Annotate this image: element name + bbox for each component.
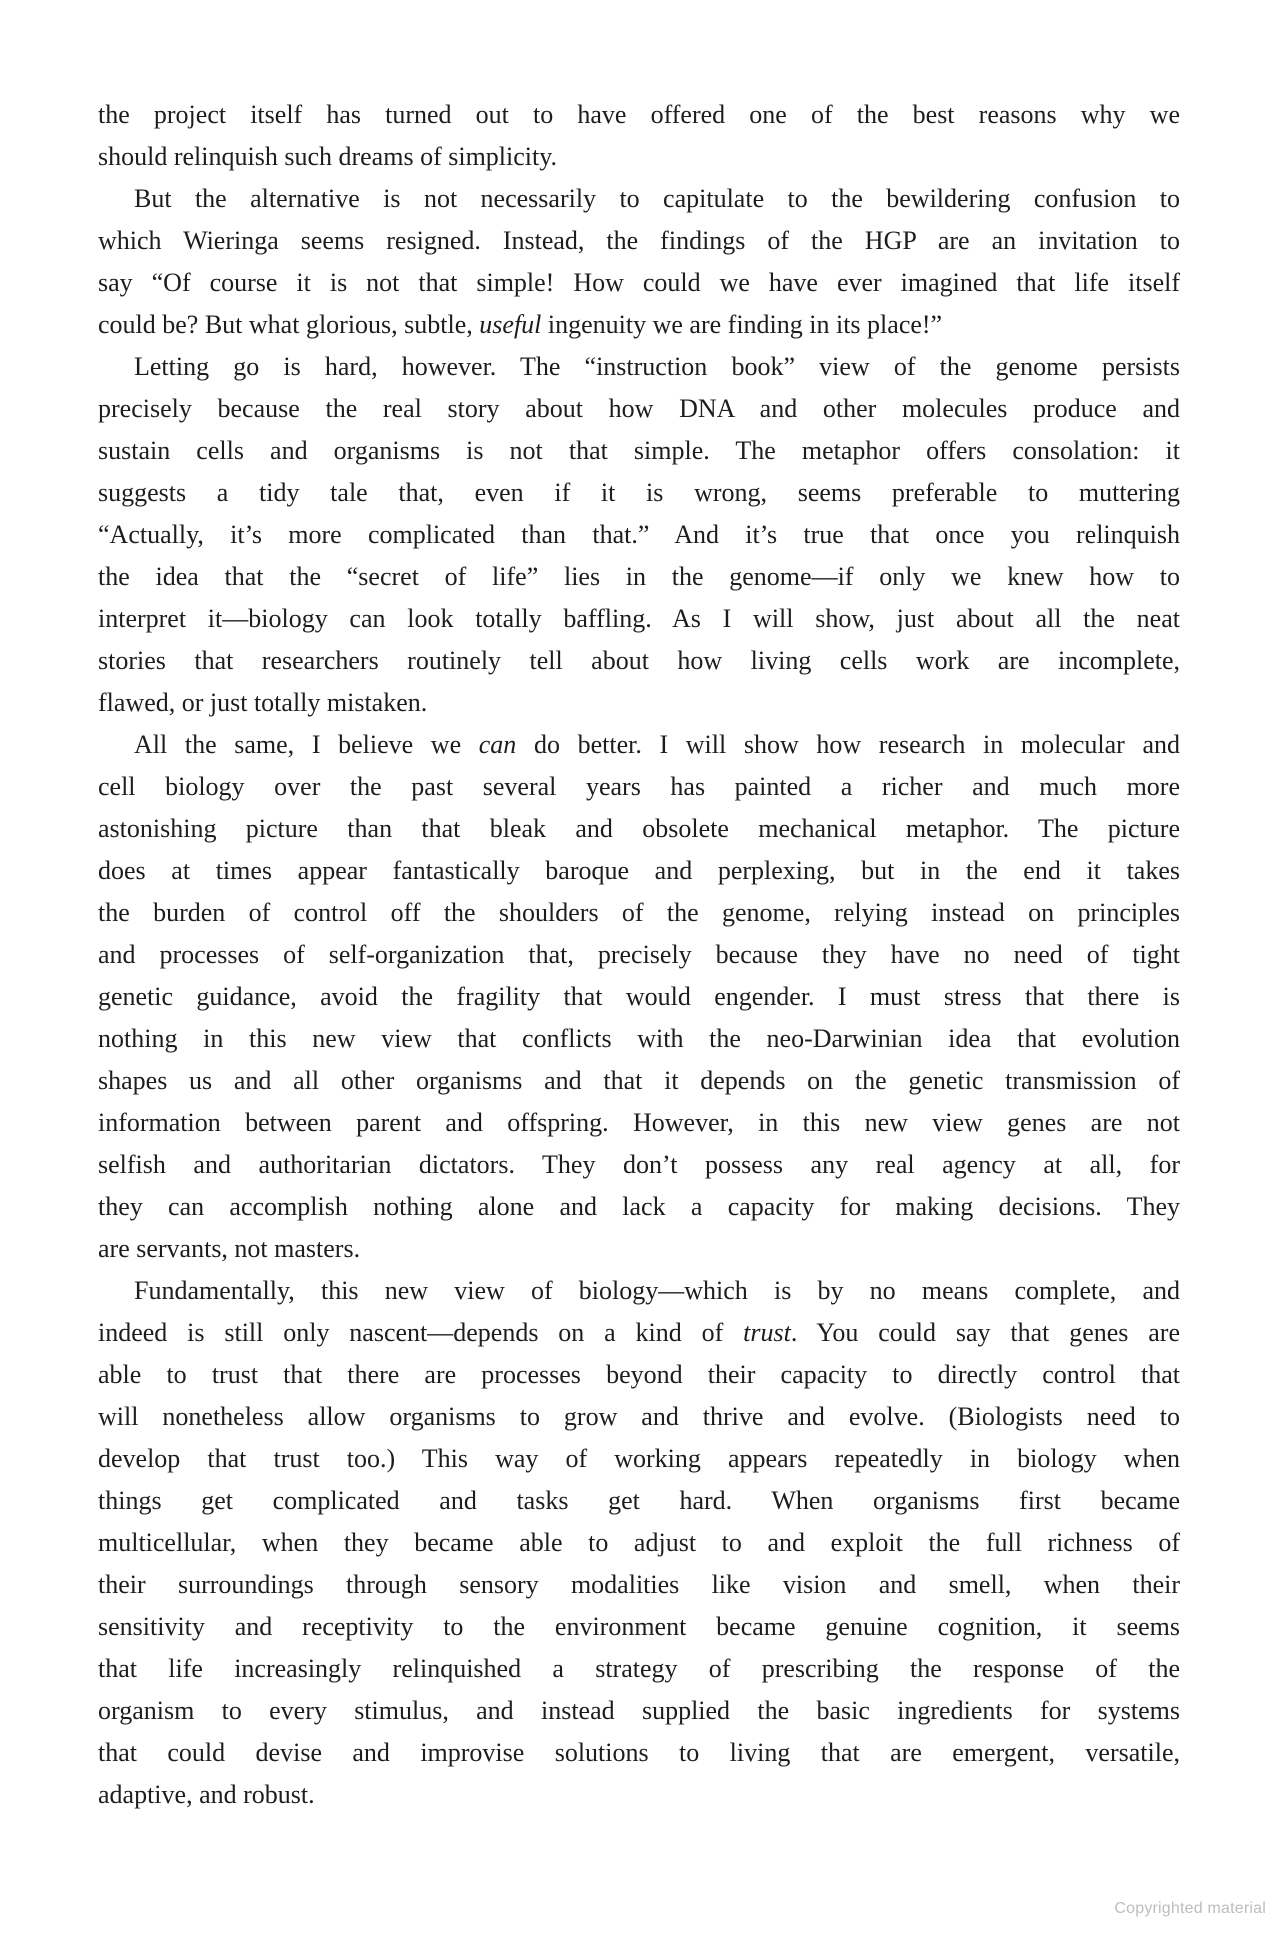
text-line: But the alternative is not necessarily to capitulate to the bewildering confusion to: [134, 184, 1180, 213]
text-line: develop that trust too.) This way of working appears repeatedly in biology when: [98, 1444, 1180, 1473]
text-line: Letting go is hard, however. The “instruction book” view of the genome persists: [134, 352, 1180, 381]
paragraph: [98, 1270, 1180, 1816]
text-line: which Wieringa seems resigned. Instead, the findings of the HGP are an invitation to: [98, 226, 1180, 255]
text-line: flawed, or just totally mistaken.: [98, 688, 428, 717]
text-line: adaptive, and robust.: [98, 1780, 315, 1809]
text-line: selfish and authoritarian dictators. They don’t possess any real agency at all, for: [98, 1150, 1180, 1179]
text-line: sensitivity and receptivity to the environment became genuine cognition, it seems: [98, 1612, 1180, 1641]
page-text: [98, 94, 1180, 1816]
text-line: All the same, I believe we can do better. I will show how research in molecular and: [134, 730, 1180, 759]
text-line: that life increasingly relinquished a strategy of prescribing the response of the: [98, 1654, 1180, 1683]
text-line: “Actually, it’s more complicated than that.” And it’s true that once you relinquish: [98, 520, 1180, 549]
text-line: interpret it—biology can look totally baffling. As I will show, just about all the neat: [98, 604, 1180, 633]
paragraph: [98, 346, 1180, 724]
text-line: able to trust that there are processes beyond their capacity to directly control that: [98, 1360, 1180, 1389]
text-line: the project itself has turned out to have offered one of the best reasons why we: [98, 100, 1180, 129]
text-line: information between parent and offspring. However, in this new view genes are not: [98, 1108, 1180, 1137]
text-line: sustain cells and organisms is not that simple. The metaphor offers consolation: it: [98, 436, 1180, 465]
copyright-watermark: Copyrighted material: [1114, 1900, 1266, 1917]
text-line: genetic guidance, avoid the fragility that would engender. I must stress that there is: [98, 982, 1180, 1011]
text-line: their surroundings through sensory modalities like vision and smell, when their: [98, 1570, 1180, 1599]
text-line: multicellular, when they became able to adjust to and exploit the full richness of: [98, 1528, 1180, 1557]
paragraph: [98, 94, 1180, 178]
text-line: that could devise and improvise solutions to living that are emergent, versatile,: [98, 1738, 1180, 1767]
text-line: stories that researchers routinely tell about how living cells work are incomplete,: [98, 646, 1180, 675]
text-line: indeed is still only nascent—depends on a kind of trust. You could say that genes are: [98, 1318, 1180, 1347]
paragraph: [98, 724, 1180, 1270]
text-line: nothing in this new view that conflicts with the neo-Darwinian idea that evolution: [98, 1024, 1180, 1053]
text-line: are servants, not masters.: [98, 1234, 361, 1263]
text-line: organism to every stimulus, and instead supplied the basic ingredients for systems: [98, 1696, 1180, 1725]
text-line: suggests a tidy tale that, even if it is wrong, seems preferable to muttering: [98, 478, 1180, 507]
text-line: and processes of self-organization that, precisely because they have no need of tight: [98, 940, 1180, 969]
text-line: the idea that the “secret of life” lies in the genome—if only we knew how to: [98, 562, 1180, 591]
paragraph: [98, 178, 1180, 346]
text-line: Fundamentally, this new view of biology—which is by no means complete, and: [134, 1276, 1180, 1305]
text-line: shapes us and all other organisms and that it depends on the genetic transmission of: [98, 1066, 1180, 1095]
text-line: precisely because the real story about how DNA and other molecules produce and: [98, 394, 1180, 423]
text-line: astonishing picture than that bleak and obsolete mechanical metaphor. The picture: [98, 814, 1180, 843]
text-line: they can accomplish nothing alone and lack a capacity for making decisions. They: [98, 1192, 1180, 1221]
text-line: the burden of control off the shoulders of the genome, relying instead on principles: [98, 898, 1180, 927]
text-line: say “Of course it is not that simple! How could we have ever imagined that life itself: [98, 268, 1180, 297]
text-line: things get complicated and tasks get hard. When organisms first became: [98, 1486, 1180, 1515]
text-line: should relinquish such dreams of simplicity.: [98, 142, 558, 171]
text-line: does at times appear fantastically baroque and perplexing, but in the end it takes: [98, 856, 1180, 885]
text-line: will nonetheless allow organisms to grow and thrive and evolve. (Biologists need to: [98, 1402, 1180, 1431]
text-line: could be? But what glorious, subtle, useful ingenuity we are finding in its place!”: [98, 310, 943, 339]
text-line: cell biology over the past several years has painted a richer and much more: [98, 772, 1180, 801]
